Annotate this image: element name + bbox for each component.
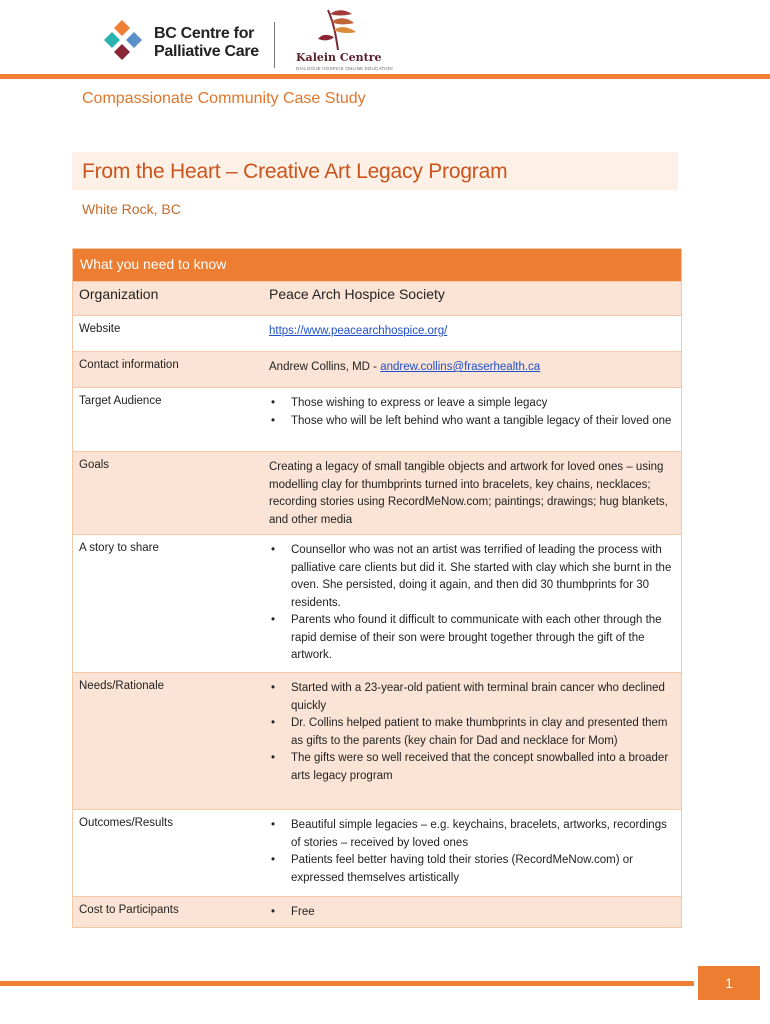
row-label: Needs/Rationale	[79, 680, 165, 692]
row-label: A story to share	[79, 542, 159, 554]
page-number: 1	[698, 966, 760, 1000]
table-row-target-audience	[73, 387, 681, 451]
contact-name: Andrew Collins, MD -	[269, 361, 381, 373]
table-row-goals	[73, 451, 681, 534]
table-row-needs	[73, 672, 681, 809]
case-study-label: Compassionate Community Case Study	[82, 90, 366, 107]
table-row-website	[73, 315, 681, 351]
row-value: Peace Arch Hospice Society	[269, 286, 445, 302]
table-row-story	[73, 534, 681, 672]
footer-rule	[0, 981, 694, 986]
kalein-tagline: DIALOGUE HOSPICE ONLINE EDUCATION	[296, 66, 393, 71]
location-subtitle: White Rock, BC	[82, 201, 181, 217]
row-label: Website	[79, 323, 121, 335]
list-item: • The gifts were so well received that the concept snowballed into a broader arts legacy program	[269, 750, 675, 785]
row-label: Outcomes/Results	[79, 817, 173, 829]
list-item: • Those wishing to express or leave a simple legacy	[269, 395, 675, 413]
bc-centre-logo-text: BC Centre for Palliative Care	[154, 25, 259, 60]
info-table	[72, 248, 682, 928]
kalein-leaf-icon	[316, 6, 360, 52]
row-label: Cost to Participants	[79, 904, 179, 916]
list-item: • Beautiful simple legacies – e.g. keychains, bracelets, artworks, recordings of stories – received by loved ones	[269, 817, 675, 852]
header-divider	[274, 22, 275, 68]
kalein-logo-text: Kalein Centre	[296, 51, 382, 64]
page-title: From the Heart – Creative Art Legacy Program	[82, 160, 508, 183]
table-row-contact	[73, 351, 681, 387]
contact-email-link[interactable]: andrew.collins@fraserhealth.ca	[380, 361, 541, 373]
row-label: Target Audience	[79, 395, 162, 407]
table-heading: What you need to know	[73, 249, 681, 281]
list-item: • Free	[269, 904, 675, 922]
row-label: Contact information	[79, 359, 179, 371]
row-label: Goals	[79, 459, 110, 471]
row-label: Organization	[79, 286, 159, 302]
list-item: • Dr. Collins helped patient to make thumbprints in clay and presented them as gifts to the parents (key chain for Dad and necklace for Mom)	[269, 715, 675, 750]
list-item: • Those who will be left behind who want a tangible legacy of their loved one	[269, 413, 675, 431]
bc-centre-logo-icon	[104, 18, 150, 68]
list-item: • Patients feel better having told their stories (RecordMeNow.com) or expressed themselves artistically	[269, 852, 675, 887]
list-item: • Counsellor who was not an artist was terrified of leading the process with palliative care clients but did it. She started with clay which she burnt in the oven. She persisted, doing it again, and then did 30 thumbprints for 30 residents.	[269, 542, 675, 612]
list-item: • Parents who found it difficult to communicate with each other through the rapid demise of their son were brought together through the gift of the artwork.	[269, 612, 675, 665]
page-header	[0, 0, 770, 80]
table-row-outcomes	[73, 809, 681, 896]
table-row-organization	[73, 281, 681, 315]
list-item: • Started with a 23-year-old patient with terminal brain cancer who declined quickly	[269, 680, 675, 715]
website-link[interactable]: https://www.peacearchhospice.org/	[269, 325, 448, 337]
table-row-cost	[73, 896, 681, 927]
header-rule	[0, 74, 770, 79]
row-value: Creating a legacy of small tangible objects and artwork for loved ones – using modelling clay for thumbprints turned into bracelets, key chains, necklaces; recording stories using RecordMeNow.com; paintings; drawings; hug blankets, and other media	[269, 461, 668, 526]
